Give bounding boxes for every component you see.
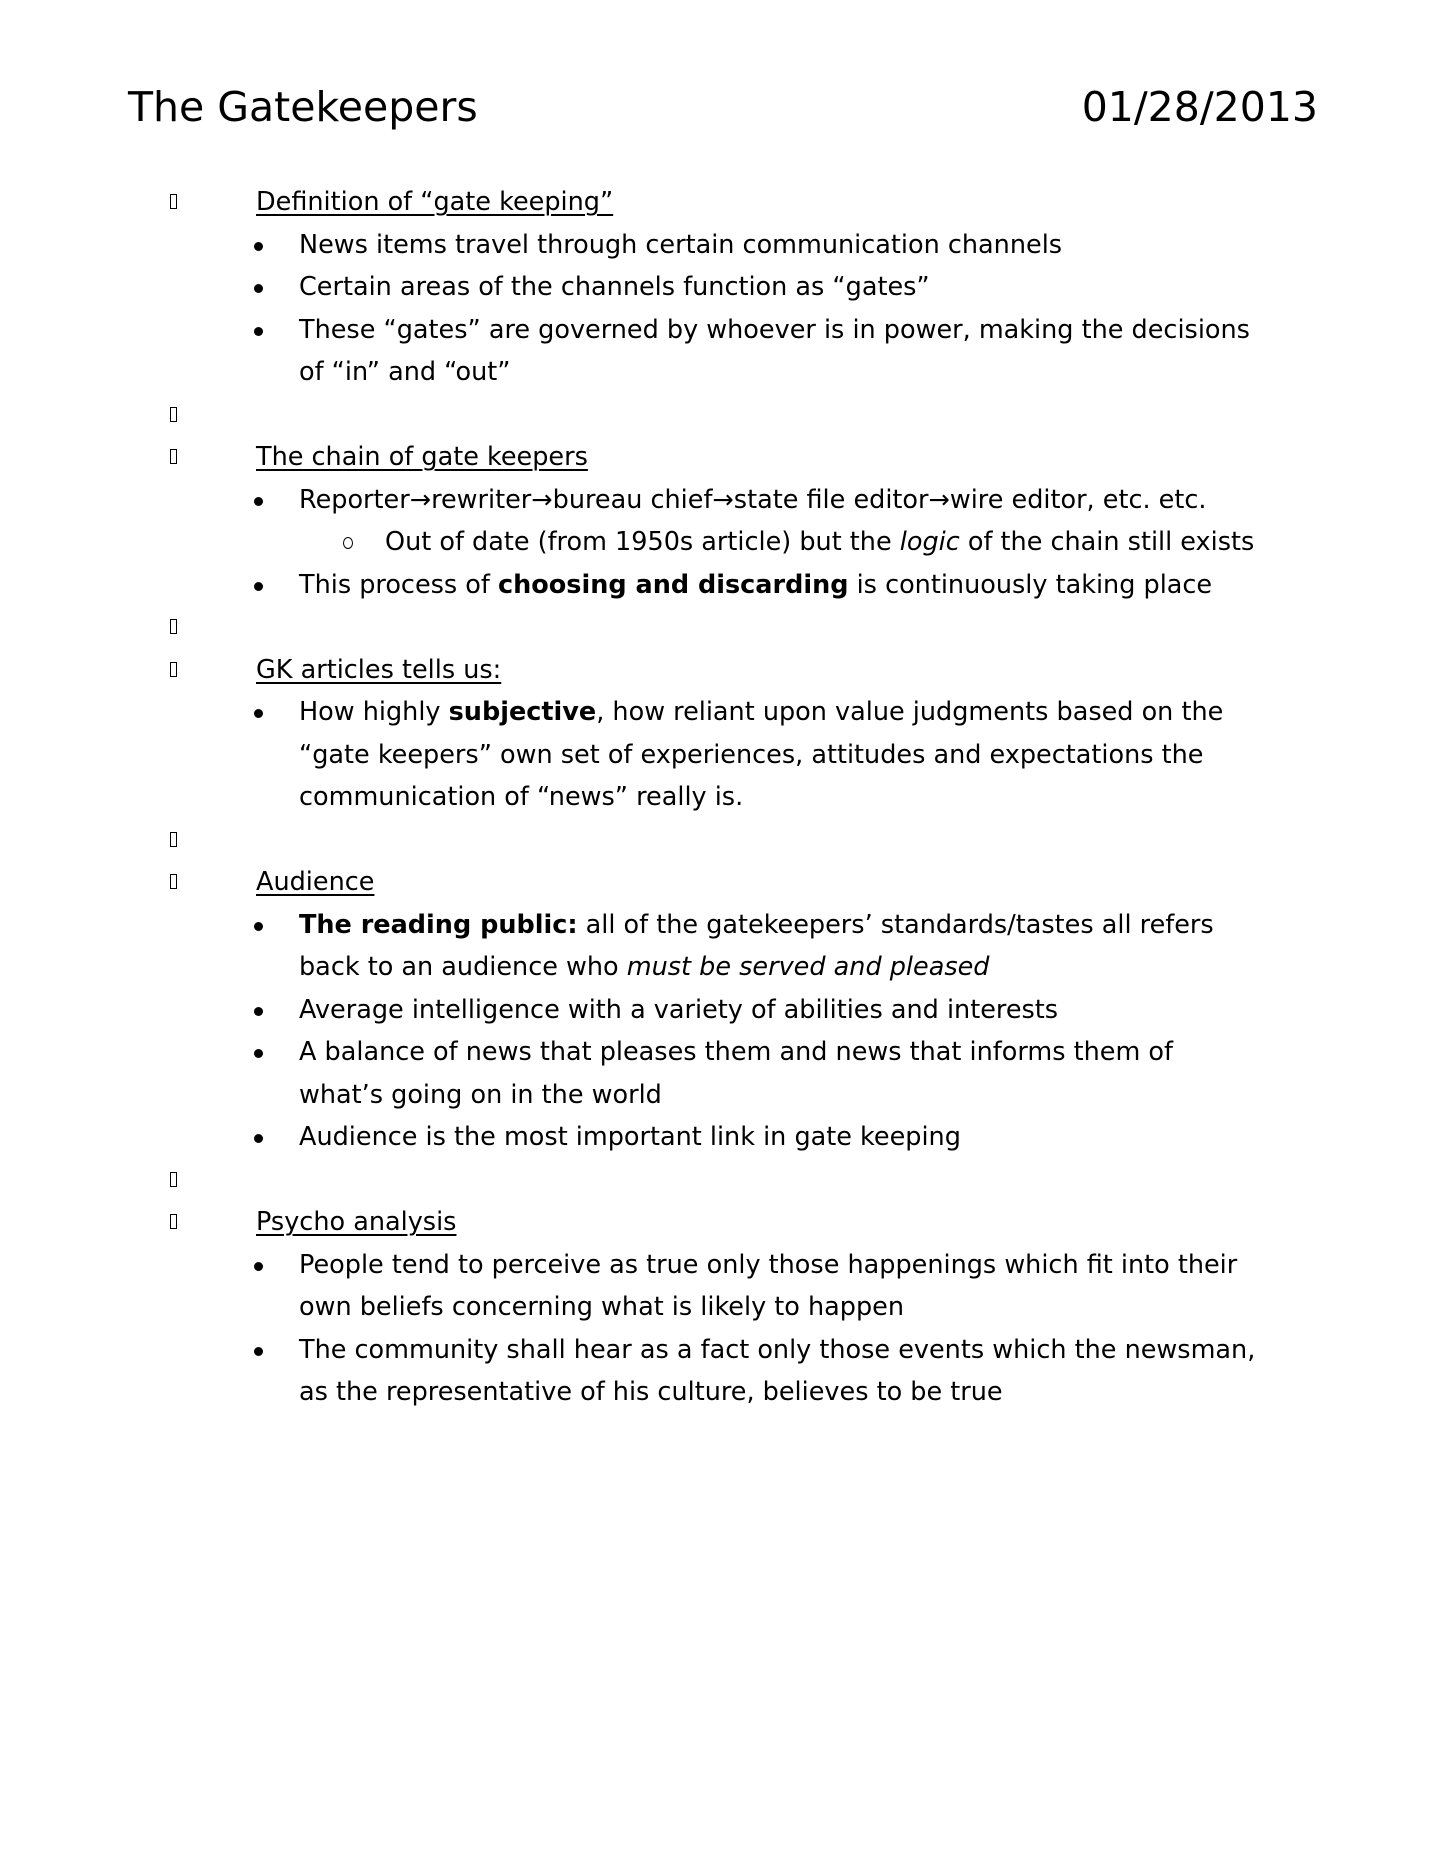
missing-glyph-icon [170, 832, 177, 847]
bullet-text: News items travel through certain communication channels [299, 229, 1063, 260]
bullet-dot-icon [254, 284, 263, 293]
bullet-row [0, 309, 1456, 352]
bullet-continuation-row [0, 1074, 1456, 1117]
bullet-row [0, 691, 1456, 734]
section-heading-row [0, 1201, 1456, 1244]
bullet-text: This process of choosing and discarding is continuously taking place [299, 569, 1213, 600]
section-heading: Audience [256, 867, 375, 897]
bullet-dot-icon [254, 709, 263, 718]
spacer-row [0, 1159, 1456, 1202]
section-heading-row [0, 181, 1456, 224]
bullet-text-continued: own beliefs concerning what is likely to happen [299, 1292, 904, 1322]
bullet-continuation-row [0, 776, 1456, 819]
bullet-text-continued: communication of “news” really is. [299, 782, 744, 812]
bullet-text-continued: back to an audience who must be served and pleased [299, 952, 990, 982]
bullet-continuation-row [0, 734, 1456, 777]
spacer-row [0, 394, 1456, 437]
bullet-text: The reading public: all of the gatekeepers’ standards/tastes all refers [299, 909, 1214, 940]
section-heading: Psycho analysis [256, 1207, 457, 1237]
bullet-dot-icon [254, 1049, 263, 1058]
sub-bullet-row [0, 521, 1456, 564]
bullet-continuation-row [0, 1286, 1456, 1329]
bullet-text: These “gates” are governed by whoever is in power, making the decisions [299, 314, 1250, 345]
spacer-row [0, 606, 1456, 649]
bullet-row [0, 989, 1456, 1032]
sub-bullet-text: Out of date (from 1950s article) but the logic of the chain still exists [385, 527, 1255, 557]
bullet-dot-icon [254, 582, 263, 591]
missing-glyph-icon [170, 194, 177, 209]
bullet-continuation-row [0, 946, 1456, 989]
page-title: The Gatekeepers [128, 83, 478, 131]
bullet-text: How highly subjective, how reliant upon value judgments based on the [299, 697, 1224, 727]
section-heading-row [0, 436, 1456, 479]
bullet-text-continued: what’s going on in the world [299, 1079, 662, 1110]
missing-glyph-icon [170, 1214, 177, 1229]
missing-glyph-icon [170, 407, 177, 422]
bullet-text: Reporter→rewriter→bureau chief→state file editor→wire editor, etc. etc. [299, 484, 1207, 515]
missing-glyph-icon [170, 449, 177, 464]
section-heading-row [0, 861, 1456, 904]
section-heading: Definition of “gate keeping” [256, 187, 614, 217]
bullet-text: The community shall hear as a fact only those events which the newsman, [299, 1334, 1256, 1365]
page-date: 01/28/2013 [1081, 83, 1318, 131]
missing-glyph-icon [170, 662, 177, 677]
bullet-text: Average intelligence with a variety of abilities and interests [299, 994, 1059, 1025]
section-heading-row [0, 649, 1456, 692]
bullet-dot-icon [254, 242, 263, 251]
bullet-dot-icon [254, 1007, 263, 1016]
bullet-dot-icon [254, 922, 263, 931]
bullet-dot-icon [254, 327, 263, 336]
bullet-row [0, 904, 1456, 947]
bullet-dot-icon [254, 497, 263, 506]
missing-glyph-icon [170, 874, 177, 889]
bullet-continuation-row [0, 351, 1456, 394]
notes-body [0, 181, 1456, 1414]
missing-glyph-icon [170, 1172, 177, 1187]
bullet-row [0, 479, 1456, 522]
missing-glyph-icon [170, 619, 177, 634]
sub-bullet-circle-icon [343, 537, 353, 549]
bullet-row [0, 266, 1456, 309]
bullet-row [0, 1031, 1456, 1074]
bullet-continuation-row [0, 1371, 1456, 1414]
bullet-text-continued: “gate keepers” own set of experiences, attitudes and expectations the [299, 739, 1204, 770]
bullet-text: People tend to perceive as true only those happenings which fit into their [299, 1249, 1238, 1280]
section-heading: GK articles tells us: [256, 654, 502, 685]
bullet-text: Certain areas of the channels function as “gates” [299, 272, 930, 302]
bullet-row [0, 224, 1456, 267]
bullet-text: Audience is the most important link in gate keeping [299, 1122, 961, 1152]
bullet-text-continued: of “in” and “out” [299, 357, 511, 387]
bullet-row [0, 1244, 1456, 1287]
bullet-row [0, 1116, 1456, 1159]
bullet-text: A balance of news that pleases them and news that informs them of [299, 1037, 1173, 1067]
bullet-row [0, 564, 1456, 607]
bullet-dot-icon [254, 1134, 263, 1143]
bullet-dot-icon [254, 1262, 263, 1271]
spacer-row [0, 819, 1456, 862]
bullet-row [0, 1329, 1456, 1372]
bullet-dot-icon [254, 1347, 263, 1356]
section-heading: The chain of gate keepers [256, 442, 588, 472]
bullet-text-continued: as the representative of his culture, believes to be true [299, 1377, 1003, 1407]
